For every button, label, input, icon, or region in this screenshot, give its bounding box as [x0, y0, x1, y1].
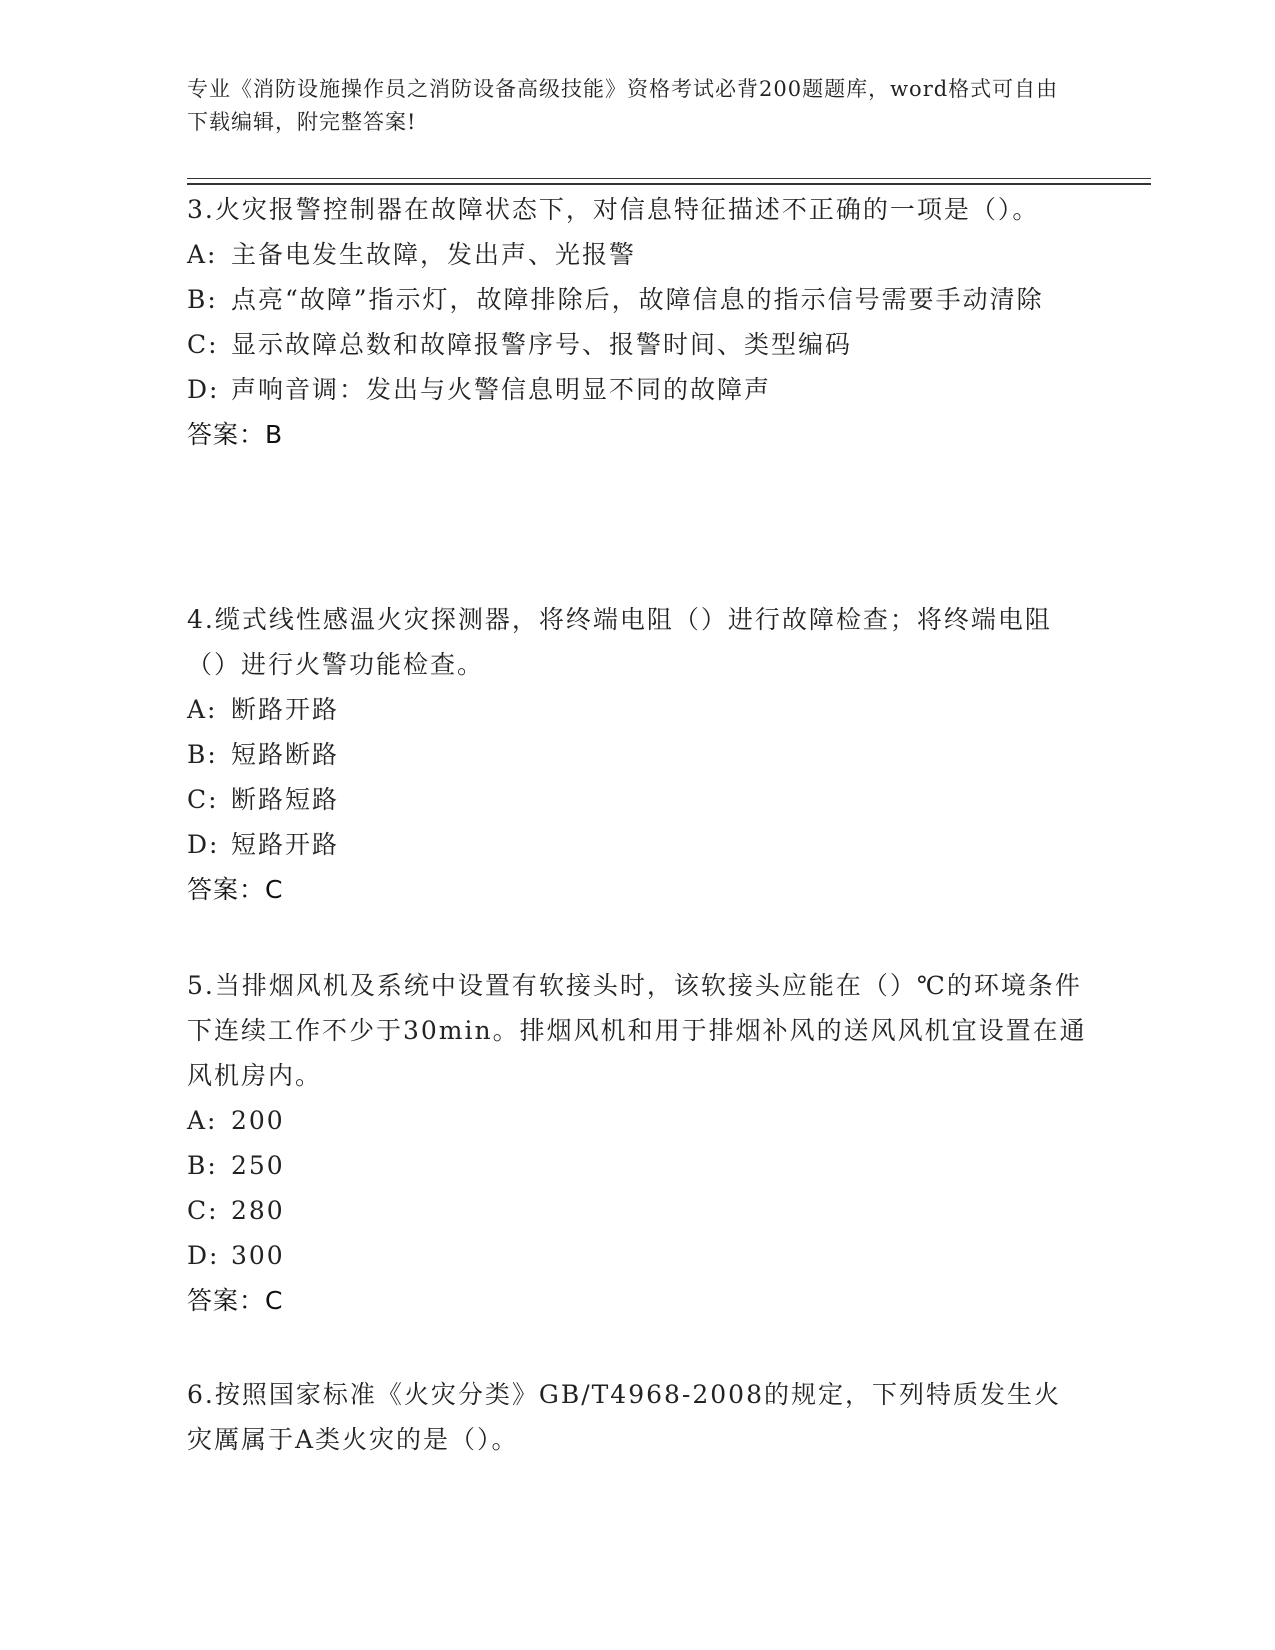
option-key: A:: [187, 1106, 218, 1135]
option-text: 300: [231, 1241, 285, 1270]
option-c: [187, 777, 1087, 822]
option-text: 280: [231, 1196, 285, 1225]
option-c: [187, 322, 1087, 367]
option-a: [187, 232, 1087, 277]
option-b: [187, 732, 1087, 777]
option-key: B:: [187, 285, 218, 314]
option-key: C:: [187, 1196, 219, 1225]
question-4: [187, 597, 1087, 912]
option-key: C:: [187, 330, 219, 359]
option-a: [187, 687, 1087, 732]
option-d: [187, 367, 1087, 412]
option-b: [187, 277, 1087, 322]
option-c: [187, 1188, 1087, 1233]
option-b: [187, 1143, 1087, 1188]
answer-line: 答案：B: [187, 420, 284, 449]
answer-line: 答案：C: [187, 1286, 284, 1315]
question-6: [187, 1372, 1087, 1462]
option-key: A:: [187, 240, 218, 269]
question-5: [187, 963, 1087, 1323]
header-divider-thick: [187, 183, 1151, 185]
question-3: [187, 187, 1087, 457]
option-key: A:: [187, 695, 218, 724]
option-d: [187, 1233, 1087, 1278]
header-divider-thin: [187, 178, 1151, 179]
option-text: 200: [231, 1106, 285, 1135]
option-key: C:: [187, 785, 219, 814]
answer-line: 答案：C: [187, 875, 284, 904]
option-text: 短路断路: [231, 740, 340, 769]
option-text: 250: [231, 1151, 285, 1180]
option-text: 断路开路: [231, 695, 340, 724]
question-stem: 5.当排烟风机及系统中设置有软接头时，该软接头应能在（）℃的环境条件下连续工作不少于30min。排烟风机和用于排烟补风的送风风机宜设置在通风机房内。: [187, 971, 1087, 1090]
option-d: [187, 822, 1087, 867]
document-header: 专业《消防设施操作员之消防设备高级技能》资格考试必背200题题库，word格式可自由下载编辑，附完整答案!: [187, 77, 1059, 134]
question-stem: 3.火灾报警控制器在故障状态下，对信息特征描述不正确的一项是（）。: [187, 195, 1040, 224]
question-stem: 6.按照国家标准《火灾分类》GB/T4968-2008的规定，下列特质发生火灾厲属于A类火灾的是（）。: [187, 1380, 1061, 1454]
option-a: [187, 1098, 1087, 1143]
option-text: 点亮“故障”指示灯，故障排除后，故障信息的指示信号需要手动清除: [231, 285, 1044, 314]
option-text: 断路短路: [231, 785, 340, 814]
option-key: D:: [187, 375, 220, 404]
option-text: 短路开路: [231, 830, 340, 859]
question-stem: 4.缆式线性感温火灾探测器，将终端电阻（）进行故障检查；将终端电阻（）进行火警功能检查。: [187, 605, 1052, 679]
option-key: D:: [187, 830, 220, 859]
option-text: 声响音调：发出与火警信息明显不同的故障声: [231, 375, 772, 404]
option-key: D:: [187, 1241, 220, 1270]
option-key: B:: [187, 740, 218, 769]
option-key: B:: [187, 1151, 218, 1180]
option-text: 主备电发生故障，发出声、光报警: [231, 240, 637, 269]
option-text: 显示故障总数和故障报警序号、报警时间、类型编码: [231, 330, 853, 359]
